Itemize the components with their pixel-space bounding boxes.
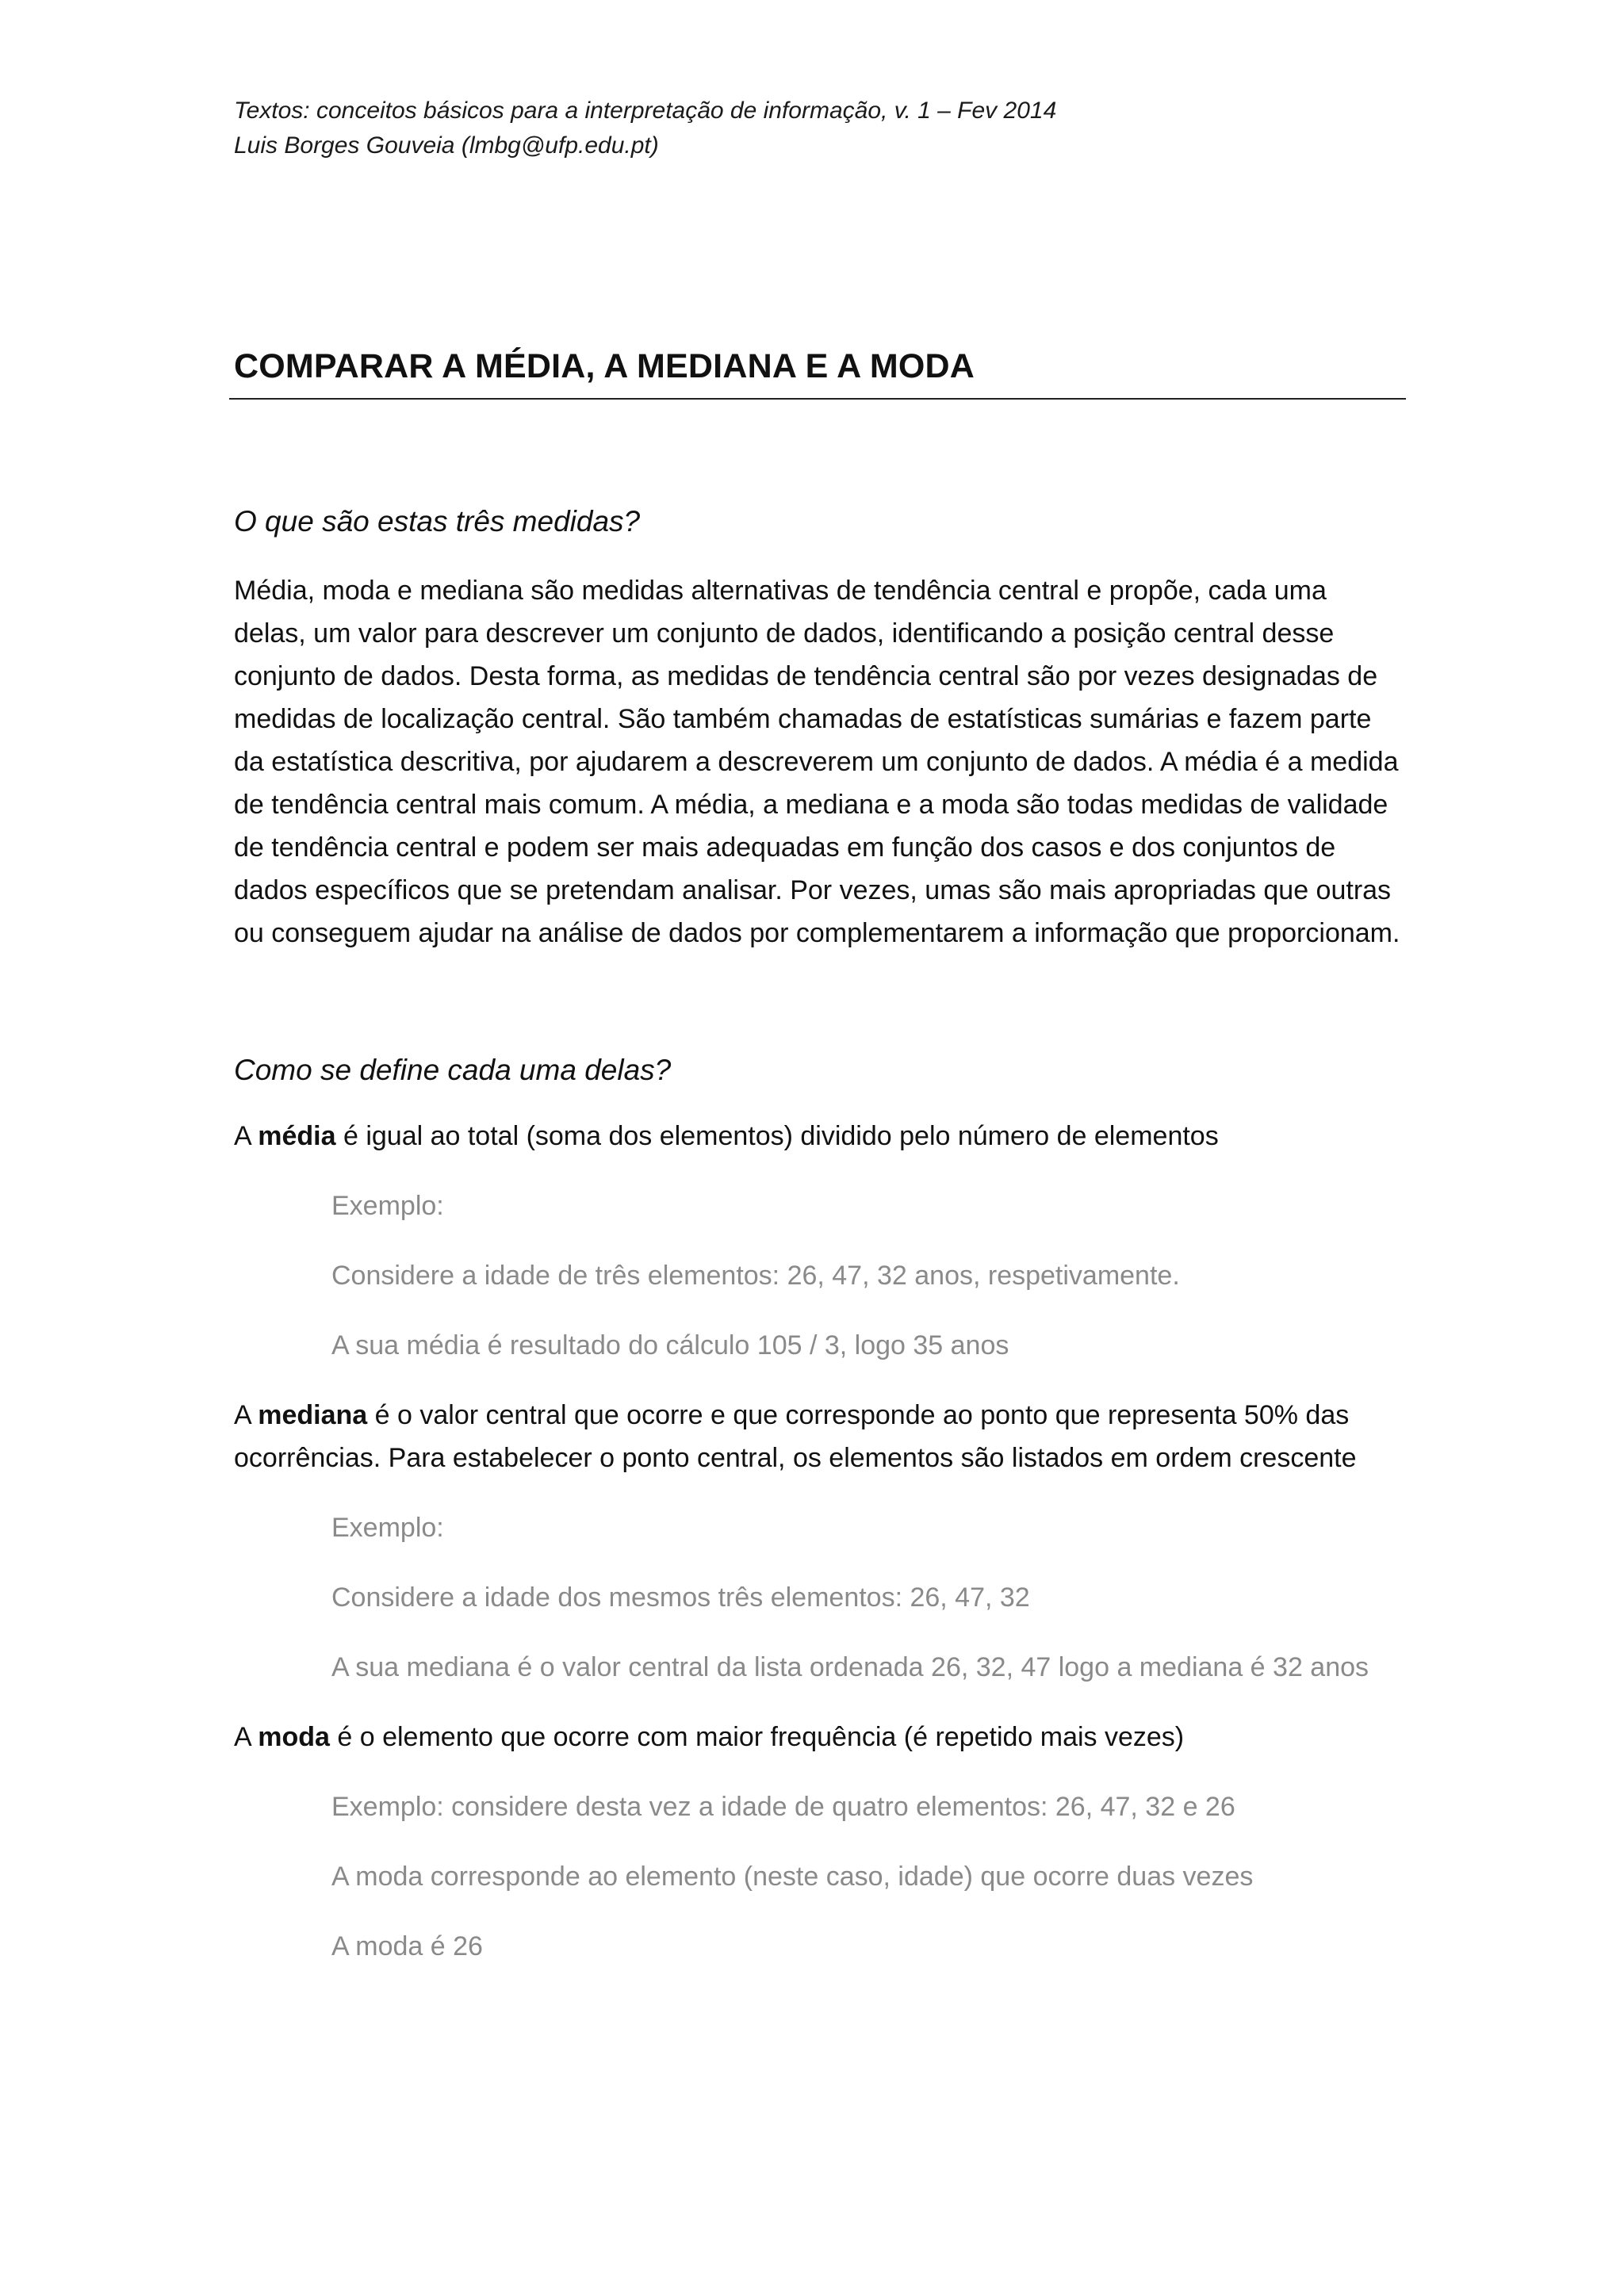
example-line: A moda corresponde ao elemento (neste caso, idade) que ocorre duas vezes [331,1862,1254,1892]
definition-media [234,1115,1404,1158]
example-line: Considere a idade de três elementos: 26, 47, 32 anos, respetivamente. [331,1261,1180,1291]
term-media: média [258,1121,336,1151]
document-title: COMPARAR A MÉDIA, A MEDIANA E A MODA [234,347,975,385]
document-page [234,94,1404,1968]
title-divider [229,398,1406,400]
example-line: A moda é 26 [331,1931,483,1961]
document-header [234,94,1404,163]
section-heading-definitions: Como se define cada uma delas? [234,1054,672,1086]
definition-moda [234,1716,1404,1758]
definition-prefix: A [234,1400,259,1430]
example-line: Exemplo: [331,1513,444,1543]
definition-text: é igual ao total (soma dos elementos) dividido pelo número de elementos [335,1121,1219,1151]
intro-paragraph: Média, moda e mediana são medidas alternativas de tendência central e propõe, cada uma delas, um valor para descrever um conjunto de dados, identificando a posição central desse conjunto de dados. Desta forma, as medidas de tendência central são por vezes designadas de medidas de localização central. São também chamadas de estatísticas sumárias e fazem parte da estatística descritiva, por ajudarem a descreverem um conjunto de dados. A média é a medida de tendência central mais comum. A média, a mediana e a moda são todas medidas de validade de tendência central e podem ser mais adequadas em função dos casos e dos conjuntos de dados específicos que se pretendam analisar. Por vezes, umas são mais apropriadas que outras ou conseguem ajudar na análise de dados por complementarem a informação que proporcionam. [234,576,1400,948]
definition-mediana [234,1394,1404,1479]
definition-prefix: A [234,1121,259,1151]
section-what-are-measures [234,501,1404,955]
example-line: A sua média é resultado do cálculo 105 / 3, logo 35 anos [331,1330,1009,1360]
definition-prefix: A [234,1722,259,1752]
definition-text: é o valor central que ocorre e que corresponde ao ponto que representa 50% das ocorrências. Para estabelecer o ponto central, os elementos são listados em ordem crescente [234,1400,1357,1473]
header-author-line: Luis Borges Gouveia (lmbg@ufp.edu.pt) [234,132,659,159]
header-source-line: Textos: conceitos básicos para a interpretação de informação, v. 1 – Fev 2014 [234,98,1057,124]
term-moda: moda [258,1722,330,1752]
example-line: Exemplo: considere desta vez a idade de quatro elementos: 26, 47, 32 e 26 [331,1792,1235,1822]
example-line: A sua mediana é o valor central da lista ordenada 26, 32, 47 logo a mediana é 32 anos [331,1652,1369,1682]
term-mediana: mediana [258,1400,368,1430]
example-line: Exemplo: [331,1191,444,1221]
section-heading-what: O que são estas três medidas? [234,505,641,538]
definition-text: é o elemento que ocorre com maior frequência (é repetido mais vezes) [329,1722,1185,1752]
section-definitions [234,1050,1404,1968]
example-line: Considere a idade dos mesmos três elementos: 26, 47, 32 [331,1582,1030,1613]
